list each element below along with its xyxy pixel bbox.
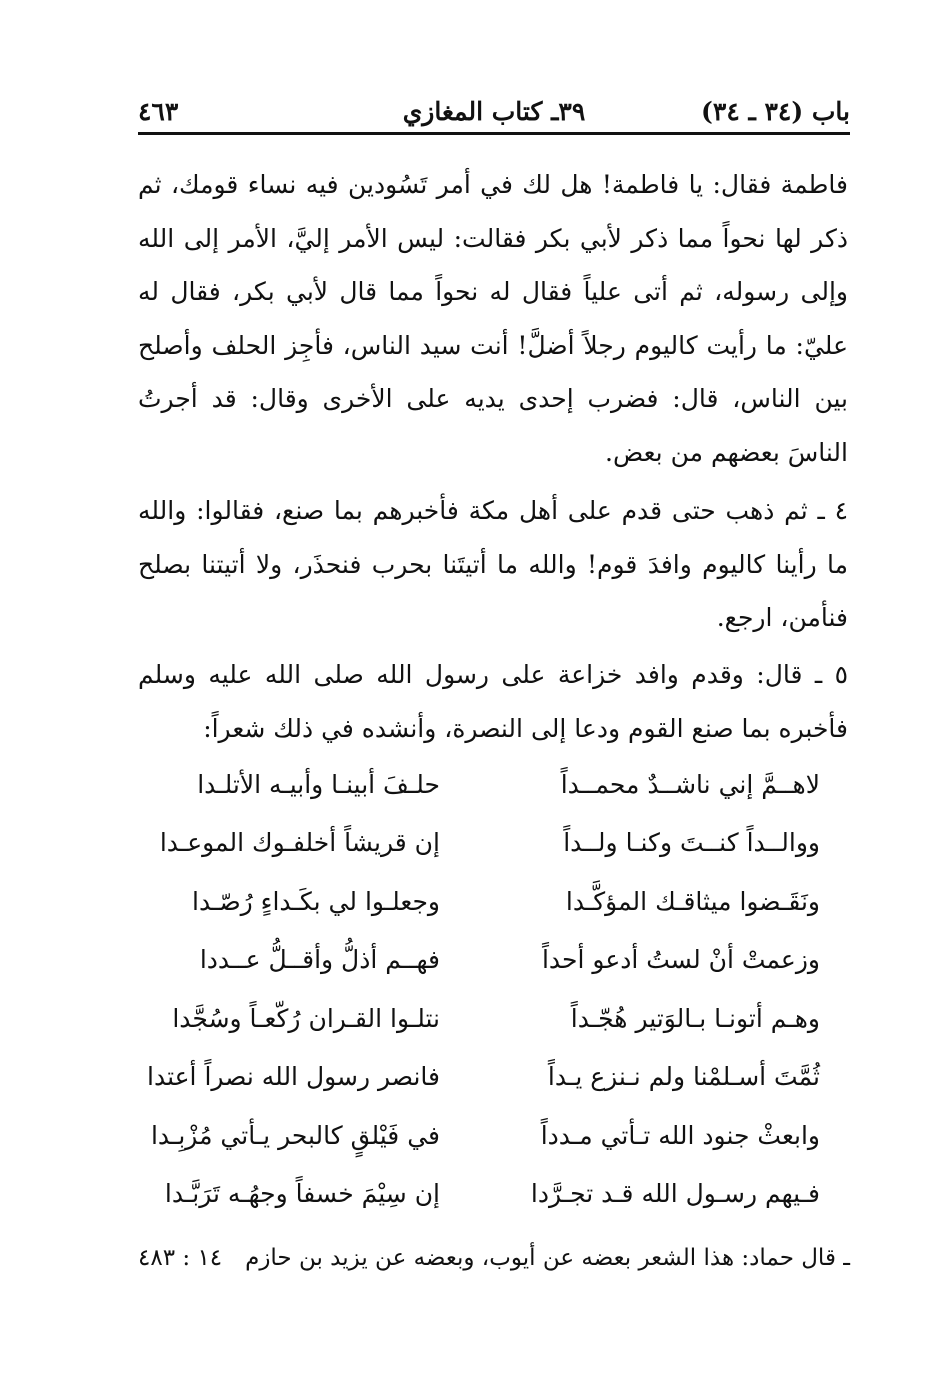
page-number: ٤٦٣: [138, 97, 179, 126]
verse-first-hemistich: وزعمتْ أنْ لستُ أدعو أحداً: [541, 945, 820, 975]
verse-first-hemistich: وابعثْ جنود الله تـأتي مـدداً: [540, 1120, 820, 1150]
verse-first-hemistich: لاهــمَّ إني ناشــدٌ محمــداً: [560, 769, 820, 799]
header-rule: [138, 132, 850, 135]
verse-first-hemistich: فـيهم رسـول الله قـد تجـرَّدا: [530, 1179, 820, 1209]
paragraph-3: ٥ ـ قال: وقدم وافد خزاعة على رسول الله صلى الله عليه وسلم فأخبره بما صنع القوم ودعا إلى النصرة، وأنشده في ذلك شعراً:: [138, 660, 848, 743]
poem-verse: [147, 1048, 820, 1107]
poem-verse: [150, 755, 820, 814]
footnote: [138, 1238, 850, 1278]
poem-verse: [150, 814, 820, 873]
footnote-text: ـ قال حماد: هذا الشعر بعضه عن أيوب، وبعضه عن يزيد بن حازم: [245, 1245, 850, 1271]
paragraph-2: ٤ ـ ثم ذهب حتى قدم على أهل مكة فأخبرهم بما صنع، فقالوا: والله ما رأينا كاليوم وافدَ قوم! والله ما أتيتَنا بحرب فنحذَر، ولا أتيتنا بصلح فنأمن، ارجع.: [138, 496, 848, 632]
verse-first-hemistich: وهـم أتونـا بـالوَتير هُجّـداً: [570, 1003, 820, 1033]
verse-second-hemistich: فانصر رسول الله نصراً أعتدا: [147, 1062, 440, 1092]
verse-first-hemistich: ثُمَّتَ أسـلمْنا ولم نـنزع يـداً: [547, 1062, 820, 1092]
poem-verse: [150, 1165, 820, 1224]
verse-second-hemistich: حلـفَ أبينـا وأبيـه الأتلـدا: [197, 769, 440, 799]
book-title: ٣٩ـ كتاب المغازي: [402, 97, 586, 126]
verse-second-hemistich: فهــم أذلُّ وأقــلُّ عــددا: [199, 945, 440, 975]
verse-first-hemistich: ونَقَـضوا ميثاقـك المؤكَّـدا: [565, 886, 820, 916]
footnote-reference: ١٤ : ٤٨٣: [138, 1245, 223, 1271]
verse-second-hemistich: إن قريشاً أخلفـوك الموعـدا: [159, 828, 440, 858]
verse-second-hemistich: في فَيْلقٍ كالبحر يـأتي مُزْبِـدا: [150, 1120, 440, 1150]
page-header: [138, 86, 850, 126]
verse-second-hemistich: وجعلـوا لي بكَـداءٍ رُصّـدا: [192, 886, 440, 916]
poem-verse: [150, 1106, 820, 1165]
poem-verse: [150, 989, 820, 1048]
verse-second-hemistich: نتلـوا القـران رُكّعـاً وسُجَّدا: [172, 1003, 440, 1033]
poem-verse: [150, 872, 820, 931]
poem: [147, 755, 820, 1223]
verse-first-hemistich: ووالــداً كنــتَ وكنـا ولــداً: [563, 828, 820, 858]
verse-second-hemistich: إن سِيْمَ خسفاً وجهُـه تَرَبَّـدا: [164, 1179, 440, 1209]
paragraph-1: فاطمة فقال: يا فاطمة! هل لك في أمر تَسُودين فيه نساء قومك، ثم ذكر لها نحواً مما ذكر لأبي بكر فقالت: ليس الأمر إليَّ، الأمر إلى الله وإلى رسوله، ثم أتى علياً فقال له نحواً مما قال لأبي بكر، فقال له عليّ: ما رأيت كاليوم رجلاً أضلَّ! أنت سيد الناس، فأجِز الحلف وأصلح بين الناس، قال: فضرب إحدى يديه على الأخرى وقال: قد أجرتُ الناسَ بعضهم من بعض.: [138, 170, 849, 467]
chapter-heading: باب (٣٤ ـ ٣٤): [701, 97, 850, 126]
poem-verse: [150, 931, 820, 990]
